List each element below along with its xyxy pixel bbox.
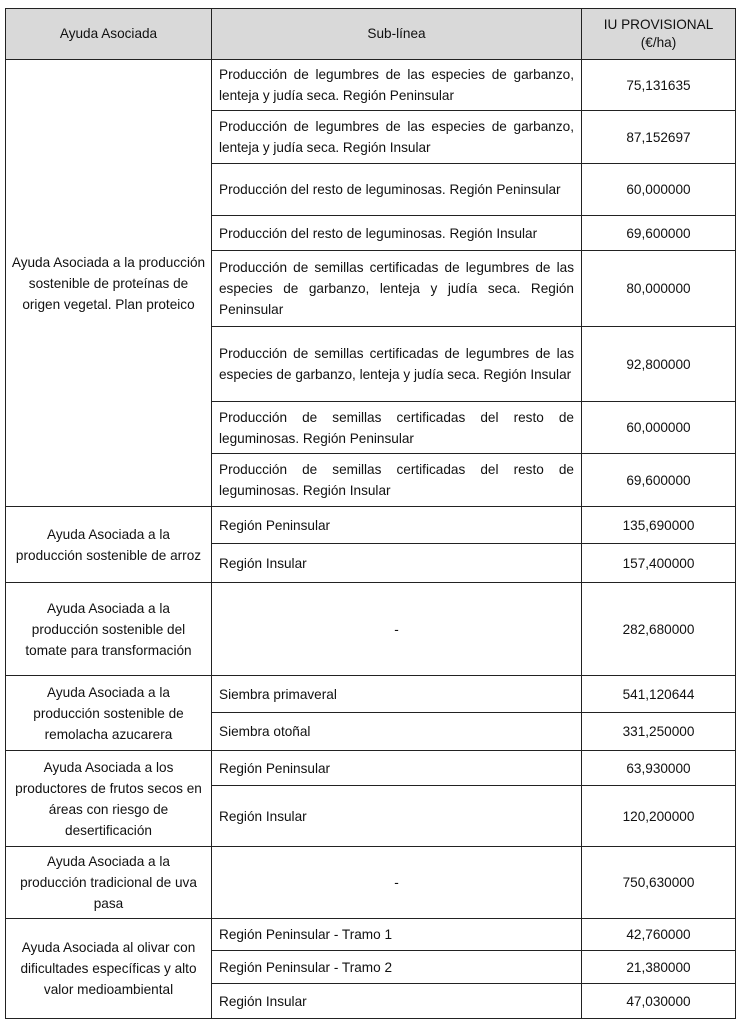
sublinea-cell: Región Insular	[212, 544, 582, 583]
sublinea-cell: Producción de legumbres de las especies de garbanzo, lenteja y judía seca. Región Insular	[212, 111, 582, 164]
iu-value-cell: 75,131635	[582, 60, 736, 111]
sublinea-cell: -	[212, 847, 582, 919]
iu-value-cell: 63,930000	[582, 751, 736, 786]
table-row	[6, 676, 736, 713]
header-row	[6, 9, 736, 60]
sublinea-cell: Región Peninsular - Tramo 1	[212, 919, 582, 951]
iu-value-cell: 80,000000	[582, 251, 736, 327]
iu-value-cell: 60,000000	[582, 164, 736, 216]
sublinea-cell: Producción del resto de leguminosas. Región Insular	[212, 216, 582, 251]
sublinea-cell: Producción del resto de leguminosas. Región Peninsular	[212, 164, 582, 216]
header-iu	[582, 9, 736, 60]
iu-value-cell: 69,600000	[582, 216, 736, 251]
table-row	[6, 919, 736, 951]
sublinea-cell: Siembra primaveral	[212, 676, 582, 713]
sublinea-cell: Región Peninsular	[212, 507, 582, 544]
sublinea-cell: Producción de legumbres de las especies de garbanzo, lenteja y judía seca. Región Peninsular	[212, 60, 582, 111]
ayuda-cell: Ayuda Asociada a la producción sostenible de proteínas de origen vegetal. Plan proteico	[6, 60, 212, 507]
table-row	[6, 751, 736, 786]
iu-value-cell: 87,152697	[582, 111, 736, 164]
iu-value-cell: 60,000000	[582, 402, 736, 454]
ayuda-cell: Ayuda Asociada a la producción sostenible del tomate para transformación	[6, 583, 212, 676]
sublinea-cell: Región Insular	[212, 786, 582, 847]
ayuda-cell: Ayuda Asociada a los productores de frutos secos en áreas con riesgo de desertificación	[6, 751, 212, 847]
header-ayuda: Ayuda Asociada	[6, 9, 212, 60]
sublinea-cell: Región Peninsular - Tramo 2	[212, 951, 582, 984]
sublinea-cell: Producción de semillas certificadas del resto de leguminosas. Región Insular	[212, 454, 582, 507]
header-sublinea: Sub-línea	[212, 9, 582, 60]
ayuda-cell: Ayuda Asociada a la producción tradicional de uva pasa	[6, 847, 212, 919]
sublinea-cell: Región Peninsular	[212, 751, 582, 786]
table-row	[6, 847, 736, 919]
sublinea-cell: Producción de semillas certificadas de legumbres de las especies de garbanzo, lenteja y judía seca. Región Insular	[212, 327, 582, 402]
iu-value-cell: 750,630000	[582, 847, 736, 919]
iu-value-cell: 282,680000	[582, 583, 736, 676]
sublinea-cell: Producción de semillas certificadas del resto de leguminosas. Región Peninsular	[212, 402, 582, 454]
header-iu-line2: (€/ha)	[640, 35, 677, 50]
table-row	[6, 507, 736, 544]
sublinea-cell: Región Insular	[212, 984, 582, 1019]
iu-value-cell: 157,400000	[582, 544, 736, 583]
iu-value-cell: 92,800000	[582, 327, 736, 402]
sublinea-cell: -	[212, 583, 582, 676]
iu-value-cell: 69,600000	[582, 454, 736, 507]
table-row	[6, 60, 736, 111]
iu-value-cell: 47,030000	[582, 984, 736, 1019]
iu-value-cell: 541,120644	[582, 676, 736, 713]
iu-value-cell: 21,380000	[582, 951, 736, 984]
iu-value-cell: 135,690000	[582, 507, 736, 544]
header-iu-line1: IU PROVISIONAL	[603, 17, 714, 32]
iu-value-cell: 331,250000	[582, 713, 736, 751]
iu-value-cell: 120,200000	[582, 786, 736, 847]
sublinea-cell: Siembra otoñal	[212, 713, 582, 751]
sublinea-cell: Producción de semillas certificadas de legumbres de las especies de garbanzo, lenteja y judía seca. Región Peninsular	[212, 251, 582, 327]
ayuda-cell: Ayuda Asociada a la producción sostenible de arroz	[6, 507, 212, 583]
iu-value-cell: 42,760000	[582, 919, 736, 951]
table-row	[6, 583, 736, 676]
ayuda-cell: Ayuda Asociada al olivar con dificultades específicas y alto valor medioambiental	[6, 919, 212, 1019]
aid-table	[5, 8, 736, 1019]
ayuda-cell: Ayuda Asociada a la producción sostenible de remolacha azucarera	[6, 676, 212, 751]
